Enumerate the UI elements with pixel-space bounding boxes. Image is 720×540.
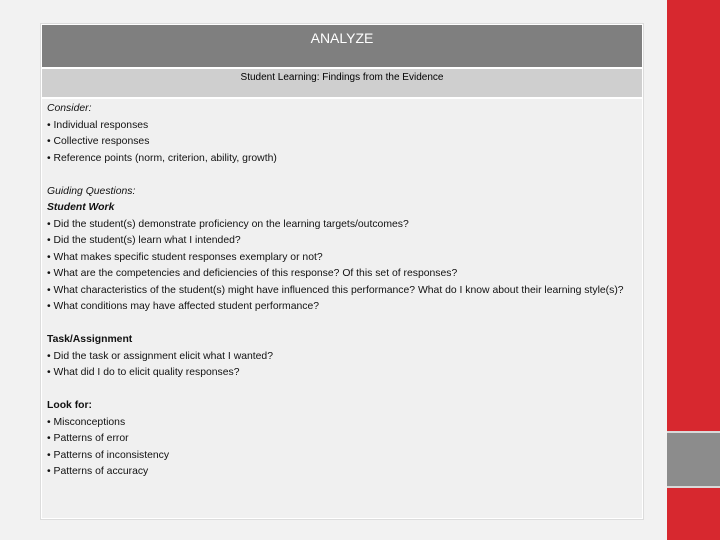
- table-header: ANALYZE: [42, 25, 642, 69]
- consider-section: [47, 101, 638, 167]
- look-for-heading: Look for:: [47, 400, 93, 411]
- guiding-questions-section: [47, 184, 638, 316]
- list-item: • Collective responses: [47, 136, 150, 147]
- list-item: • What characteristics of the student(s) might have influenced this performance? What do I know about their learning style(s)?: [47, 284, 624, 296]
- task-section: [47, 332, 638, 382]
- consider-heading: Consider:: [47, 103, 92, 114]
- list-item: • Individual responses: [47, 119, 149, 131]
- sidebar-gray-block: [667, 433, 720, 486]
- list-item: • Did the task or assignment elicit what I wanted?: [47, 350, 273, 362]
- guiding-heading: Guiding Questions:: [47, 185, 136, 197]
- list-item: • What conditions may have affected student performance?: [47, 301, 320, 312]
- table-subheader: Student Learning: Findings from the Evidence: [42, 69, 642, 99]
- list-item: • Did the student(s) learn what I intended?: [47, 235, 241, 246]
- list-item: • Patterns of error: [47, 433, 129, 444]
- sidebar-red-block-top: [667, 0, 720, 431]
- list-item: • Patterns of accuracy: [47, 466, 149, 477]
- list-item: • What did I do to elicit quality responses?: [47, 367, 240, 378]
- list-item: • What are the competencies and deficiencies of this response? Of this set of responses?: [47, 268, 458, 279]
- list-item: • What makes specific student responses exemplary or not?: [47, 251, 323, 263]
- list-item: • Did the student(s) demonstrate proficiency on the learning targets/outcomes?: [47, 218, 409, 230]
- table-body: [42, 99, 642, 481]
- list-item: • Patterns of inconsistency: [47, 449, 170, 461]
- list-item: • Misconceptions: [47, 416, 126, 428]
- sidebar-red-block-bottom: [667, 488, 720, 540]
- task-heading: Task/Assignment: [47, 334, 133, 345]
- list-item: • Reference points (norm, criterion, ability, growth): [47, 152, 277, 164]
- decorative-sidebar: [667, 0, 720, 540]
- look-for-section: [47, 398, 638, 481]
- analyze-table: [41, 24, 643, 519]
- student-work-heading: Student Work: [47, 202, 115, 213]
